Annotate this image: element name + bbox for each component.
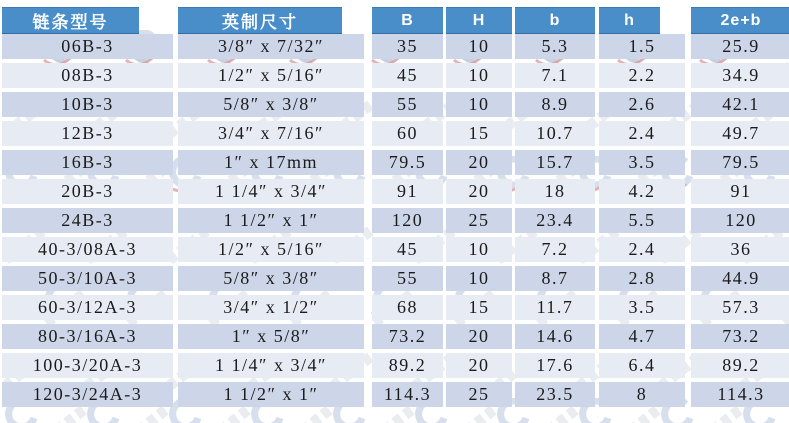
cell-B: 73.2	[372, 324, 443, 349]
column-header-b-lower: b	[515, 7, 595, 35]
cell-H: 15	[446, 121, 512, 146]
cell-H: 25	[446, 208, 512, 233]
cell-H: 15	[446, 295, 512, 320]
cell-chain-model: 12B-3	[2, 121, 173, 146]
cell-chain-model: 16B-3	[2, 150, 173, 175]
cell-h-lower: 1.5	[599, 34, 685, 59]
table-row	[2, 179, 789, 204]
column-header-2e-plus-b: 2e+b	[691, 7, 789, 35]
cell-chain-model: 24B-3	[2, 208, 173, 233]
cell-h-lower: 2.6	[599, 92, 685, 117]
cell-b-lower: 18	[515, 179, 595, 204]
cell-imperial-size: 1″ x 5/8″	[178, 324, 364, 349]
cell-2e-plus-b: 73.2	[691, 324, 789, 349]
cell-imperial-size: 3/8″ x 7/32″	[178, 34, 364, 59]
cell-chain-model: 50-3/10A-3	[2, 266, 173, 291]
cell-h-lower: 4.2	[599, 179, 685, 204]
cell-b-lower: 7.1	[515, 63, 595, 88]
table-row	[2, 266, 789, 291]
cell-H: 10	[446, 237, 512, 262]
column-header-B: B	[372, 7, 443, 35]
cell-H: 20	[446, 324, 512, 349]
cell-chain-model: 20B-3	[2, 179, 173, 204]
cell-imperial-size: 1″ x 17mm	[178, 150, 364, 175]
cell-imperial-size: 1/2″ x 5/16″	[178, 63, 364, 88]
cell-2e-plus-b: 34.9	[691, 63, 789, 88]
table-row	[2, 353, 789, 378]
cell-B: 55	[372, 92, 443, 117]
table-header-row	[2, 7, 789, 31]
cell-imperial-size: 1 1/2″ x 1″	[178, 382, 364, 407]
spec-table	[2, 7, 789, 411]
cell-H: 20	[446, 150, 512, 175]
cell-H: 10	[446, 34, 512, 59]
cell-B: 45	[372, 237, 443, 262]
cell-B: 35	[372, 34, 443, 59]
cell-B: 60	[372, 121, 443, 146]
table-row	[2, 121, 789, 146]
cell-2e-plus-b: 79.5	[691, 150, 789, 175]
cell-2e-plus-b: 44.9	[691, 266, 789, 291]
table-row	[2, 324, 789, 349]
cell-2e-plus-b: 25.9	[691, 34, 789, 59]
cell-2e-plus-b: 57.3	[691, 295, 789, 320]
table-body	[2, 34, 789, 407]
cell-h-lower: 6.4	[599, 353, 685, 378]
column-header-H: H	[446, 7, 512, 35]
cell-h-lower: 8	[599, 382, 685, 407]
cell-b-lower: 17.6	[515, 353, 595, 378]
cell-chain-model: 60-3/12A-3	[2, 295, 173, 320]
cell-2e-plus-b: 120	[691, 208, 789, 233]
cell-B: 91	[372, 179, 443, 204]
cell-b-lower: 7.2	[515, 237, 595, 262]
cell-H: 25	[446, 382, 512, 407]
cell-h-lower: 5.5	[599, 208, 685, 233]
cell-h-lower: 4.7	[599, 324, 685, 349]
cell-b-lower: 23.5	[515, 382, 595, 407]
table-row	[2, 92, 789, 117]
table-row	[2, 208, 789, 233]
cell-h-lower: 3.5	[599, 295, 685, 320]
cell-imperial-size: 1 1/4″ x 3/4″	[178, 179, 364, 204]
cell-imperial-size: 3/4″ x 7/16″	[178, 121, 364, 146]
cell-B: 89.2	[372, 353, 443, 378]
cell-b-lower: 5.3	[515, 34, 595, 59]
column-header-imperial-size: 英制尺寸	[178, 7, 342, 35]
cell-chain-model: 10B-3	[2, 92, 173, 117]
cell-imperial-size: 5/8″ x 3/8″	[178, 92, 364, 117]
cell-2e-plus-b: 36	[691, 237, 789, 262]
cell-imperial-size: 1 1/2″ x 1″	[178, 208, 364, 233]
cell-H: 10	[446, 266, 512, 291]
cell-2e-plus-b: 114.3	[691, 382, 789, 407]
cell-H: 20	[446, 353, 512, 378]
cell-chain-model: 100-3/20A-3	[2, 353, 173, 378]
table-row	[2, 295, 789, 320]
cell-B: 55	[372, 266, 443, 291]
table-row	[2, 63, 789, 88]
table-row	[2, 150, 789, 175]
cell-h-lower: 2.8	[599, 266, 685, 291]
cell-h-lower: 2.2	[599, 63, 685, 88]
cell-H: 20	[446, 179, 512, 204]
cell-B: 79.5	[372, 150, 443, 175]
cell-b-lower: 8.7	[515, 266, 595, 291]
column-header-chain-model: 链条型号	[2, 7, 139, 35]
cell-imperial-size: 3/4″ x 1/2″	[178, 295, 364, 320]
cell-imperial-size: 1/2″ x 5/16″	[178, 237, 364, 262]
cell-b-lower: 11.7	[515, 295, 595, 320]
cell-b-lower: 10.7	[515, 121, 595, 146]
cell-2e-plus-b: 49.7	[691, 121, 789, 146]
table-row	[2, 382, 789, 407]
cell-b-lower: 15.7	[515, 150, 595, 175]
cell-chain-model: 40-3/08A-3	[2, 237, 173, 262]
cell-b-lower: 23.4	[515, 208, 595, 233]
cell-imperial-size: 5/8″ x 3/8″	[178, 266, 364, 291]
cell-H: 10	[446, 92, 512, 117]
cell-B: 45	[372, 63, 443, 88]
cell-chain-model: 08B-3	[2, 63, 173, 88]
cell-H: 10	[446, 63, 512, 88]
cell-chain-model: 80-3/16A-3	[2, 324, 173, 349]
cell-B: 68	[372, 295, 443, 320]
cell-2e-plus-b: 42.1	[691, 92, 789, 117]
cell-h-lower: 2.4	[599, 237, 685, 262]
column-header-h-lower: h	[599, 7, 660, 35]
cell-h-lower: 3.5	[599, 150, 685, 175]
table-row	[2, 34, 789, 59]
table-row	[2, 237, 789, 262]
cell-imperial-size: 1 1/4″ x 3/4″	[178, 353, 364, 378]
cell-2e-plus-b: 91	[691, 179, 789, 204]
cell-2e-plus-b: 89.2	[691, 353, 789, 378]
cell-b-lower: 8.9	[515, 92, 595, 117]
cell-B: 114.3	[372, 382, 443, 407]
cell-B: 120	[372, 208, 443, 233]
cell-h-lower: 2.4	[599, 121, 685, 146]
cell-chain-model: 120-3/24A-3	[2, 382, 173, 407]
cell-chain-model: 06B-3	[2, 34, 173, 59]
cell-b-lower: 14.6	[515, 324, 595, 349]
